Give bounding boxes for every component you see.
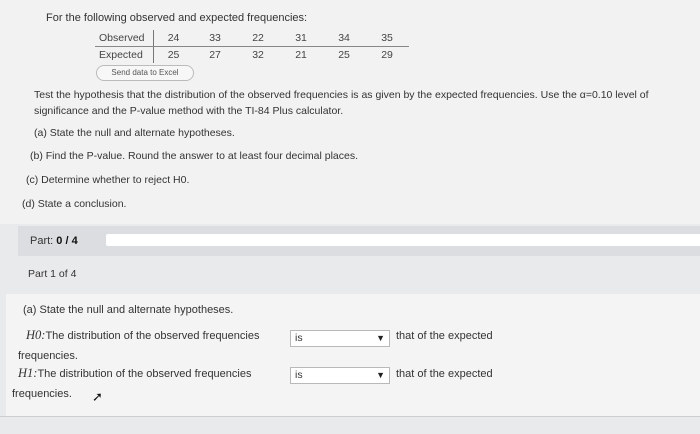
answer-panel — [6, 294, 700, 416]
part-label — [30, 235, 78, 247]
observed-label: Observed — [95, 30, 153, 47]
expected-cell: 25 — [167, 49, 180, 61]
observed-cell: 35 — [366, 30, 409, 47]
observed-cell: 31 — [280, 30, 323, 47]
intro-text: For the following observed and expected frequencies: — [46, 12, 308, 24]
h1-tail: that of the expected — [396, 368, 493, 380]
h1-statement — [18, 366, 251, 381]
part-progress-bar — [18, 226, 700, 256]
observed-cell: 22 — [237, 30, 280, 47]
triangle-down-icon: ▼ — [376, 370, 385, 380]
question-text: Test the hypothesis that the distribution of the observed frequencies is as given by the expected frequencies. Use the α=0.10 level of significance and the P-value method with the TI-84 Plus calculator. — [34, 89, 649, 117]
h1-select[interactable] — [290, 367, 390, 384]
frequency-table — [95, 30, 409, 63]
item-d: (d) State a conclusion. — [22, 198, 127, 210]
expected-cell: 29 — [381, 49, 393, 61]
mouse-pointer-icon: ➚ — [92, 389, 103, 404]
triangle-down-icon: ▼ — [376, 333, 385, 343]
h0-symbol: H0: — [26, 328, 46, 342]
answer-title: (a) State the null and alternate hypotheses. — [23, 304, 234, 316]
item-c: (c) Determine whether to reject H0. — [26, 174, 190, 186]
observed-cell: 34 — [323, 30, 366, 47]
expected-cell: 27 — [209, 49, 221, 61]
h0-statement — [26, 328, 259, 343]
h0-tail: that of the expected — [396, 330, 493, 342]
h1-select-value: is — [295, 369, 303, 381]
h1-symbol: H1: — [18, 366, 38, 380]
observed-cell: 33 — [194, 30, 237, 47]
expected-label: Expected — [95, 47, 153, 64]
h0-wrap: frequencies. — [18, 350, 78, 362]
send-to-excel-button[interactable]: Send data to Excel — [96, 65, 194, 81]
h1-text: The distribution of the observed frequencies — [37, 368, 252, 380]
part-label-text: Part: — [30, 235, 54, 247]
item-b: (b) Find the P-value. Round the answer to at least four decimal places. — [30, 150, 359, 162]
item-a: (a) State the null and alternate hypotheses. — [34, 127, 235, 139]
observed-cell: 24 — [153, 30, 194, 47]
h0-select-value: is — [295, 332, 303, 344]
h0-text: The distribution of the observed frequencies — [45, 330, 260, 342]
observed-row — [95, 30, 409, 47]
progress-track — [106, 234, 700, 246]
expected-cell: 32 — [252, 49, 264, 61]
divider — [0, 416, 700, 417]
part-count: 0 / 4 — [56, 235, 78, 247]
h1-wrap: frequencies. — [12, 388, 72, 400]
expected-cell: 25 — [338, 49, 350, 61]
expected-cell: 21 — [295, 49, 307, 61]
h0-select[interactable] — [290, 330, 390, 347]
part-heading: Part 1 of 4 — [28, 268, 77, 280]
expected-row — [95, 47, 409, 64]
